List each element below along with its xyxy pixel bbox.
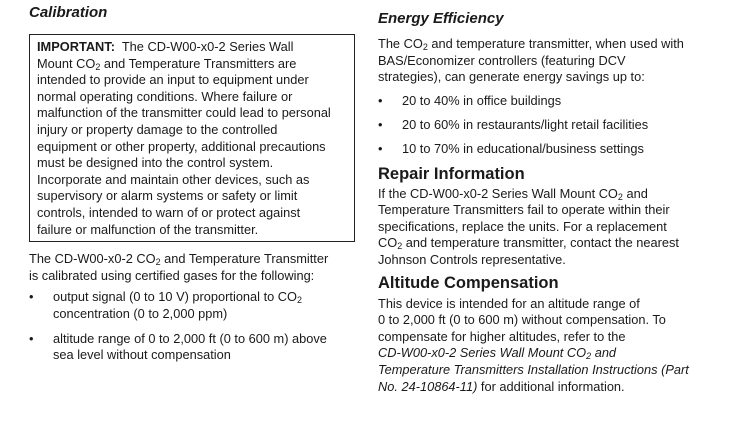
repair-information-heading: Repair Information bbox=[378, 164, 525, 183]
altitude-compensation-heading: Altitude Compensation bbox=[378, 273, 559, 292]
list-item: • 10 to 70% in educational/business settings bbox=[378, 140, 644, 156]
calibration-heading: Calibration bbox=[29, 4, 108, 21]
important-label: IMPORTANT: bbox=[37, 39, 115, 54]
important-notice-text: IMPORTANT: The CD-W00-x0-2 Series Wall Mount $CO_2$ and Temperature Transmitters are intended to provide an input to equipment under normal operating conditions. Where failure or malfunction of the transmitter could lead to personal injury or property damage to the controlled equipment or other property, additional precautions must be designed into the control system. Incorporate and maintain other devices, such as supervisory or alarm systems or safety or limit controls, intended to warn of or protect against failure or malfunction of the transmitter. bbox=[37, 39, 331, 237]
list-item: • output signal (0 to 10 V) proportional to $CO_2$ concentration (0 to 2,000 ppm) bbox=[29, 289, 303, 321]
calibration-intro: The CD-W00-x0-2 $CO_2$ and Temperature Transmitter is calibrated using certified gases for the following: bbox=[29, 251, 329, 283]
bullet-icon: • bbox=[29, 330, 34, 346]
bullet-icon: • bbox=[29, 289, 34, 305]
energy-efficiency-text: The $CO_2$ and temperature transmitter, when used with BAS/Economizer controllers (featuring DCV strategies), can generate energy savings up to: bbox=[378, 36, 684, 85]
left-column bbox=[29, 4, 359, 364]
right-column bbox=[378, 10, 723, 395]
energy-efficiency-heading: Energy Efficiency bbox=[378, 10, 504, 27]
list-item: • 20 to 40% in office buildings bbox=[378, 92, 562, 108]
calibration-list bbox=[29, 289, 359, 363]
list-item: • 20 to 60% in restaurants/light retail facilities bbox=[378, 116, 649, 132]
bullet-icon: • bbox=[378, 140, 383, 156]
altitude-compensation-text: This device is intended for an altitude range of 0 to 2,000 ft (0 to 600 m) without compensation. To compensate for higher altitudes, refer to the CD-W00-x0-2 Series Wall Mount $CO_2$ and Temperature Transmitters Installation Instructions (Part No. 24-10864-11) for additional information. bbox=[378, 295, 689, 394]
repair-information-text: If the CD-W00-x0-2 Series Wall Mount $CO_2$ and Temperature Transmitters fail to operate within their specifications, replace the units. For a replacement $CO_2$ and temperature transmitter, contact the nearest Johnson Controls representative. bbox=[378, 185, 679, 267]
bullet-icon: • bbox=[378, 116, 383, 132]
energy-savings-list bbox=[378, 93, 723, 158]
list-item: • altitude range of 0 to 2,000 ft (0 to 600 m) above sea level without compensation bbox=[29, 330, 327, 363]
bullet-icon: • bbox=[378, 92, 383, 108]
important-notice-box bbox=[29, 34, 355, 242]
